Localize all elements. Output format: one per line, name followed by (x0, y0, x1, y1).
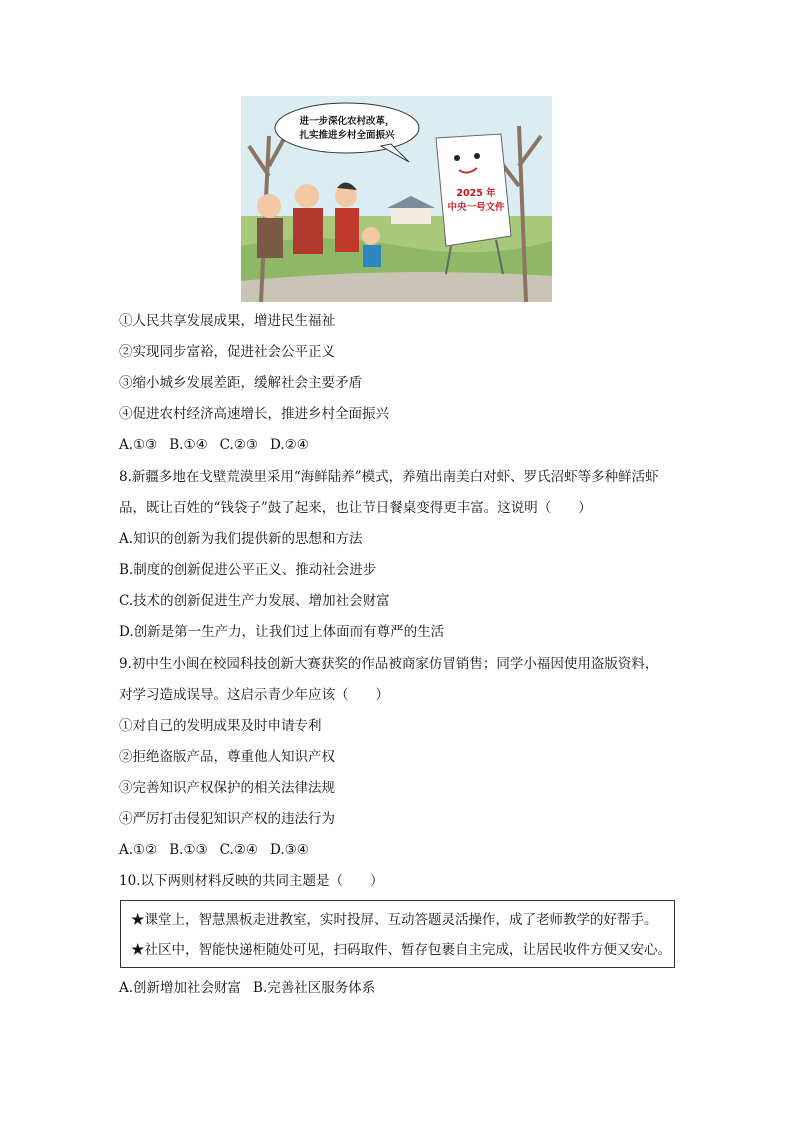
q9-item-2: ②拒绝盗版产品，尊重他人知识产权 (119, 749, 335, 765)
q7-options (119, 436, 321, 454)
q7-item-1: ①人民共享发展成果，增进民生福祉 (119, 313, 335, 329)
q9-options (119, 841, 321, 859)
q9-item-3: ③完善知识产权保护的相关法律法规 (119, 780, 335, 796)
q8-stem-line-2: 品，既让百姓的“钱袋子”鼓了起来，也让节日餐桌变得更丰富。这说明（ ） (119, 500, 592, 516)
q9-stem-line-2: 对学习造成误导。这启示青少年应该（ ） (119, 687, 389, 703)
q10-option-b[interactable]: B.完善社区服务体系 (253, 980, 376, 996)
q9-item-4: ④严厉打击侵犯知识产权的违法行为 (119, 811, 335, 827)
q8-option-b[interactable]: B.制度的创新促进公平正义、推动社会进步 (119, 562, 377, 578)
doc-year: 2025 年 (456, 188, 496, 199)
q8-stem-line-1: 8.新疆多地在戈壁荒漠里采用“海鲜陆养”模式，养殖出南美白对虾、罗氏沼虾等多种鲜活虾 (119, 469, 659, 485)
q10-stem: 10.以下两则材料反映的共同主题是（ ） (119, 873, 384, 889)
q7-item-3: ③缩小城乡发展差距，缓解社会主要矛盾 (119, 375, 362, 391)
q9-option-d[interactable]: D.③④ (270, 842, 309, 858)
q9-option-b[interactable]: B.①③ (169, 842, 208, 858)
q10-option-a[interactable]: A.创新增加社会财富 (119, 980, 242, 996)
q10-material-1: ★课堂上，智慧黑板走进教室，实时投屏、互动答题灵活操作，成了老师教学的好帮手。 (131, 912, 658, 928)
q10-material-box (120, 900, 675, 968)
q7-item-4: ④促进农村经济高速增长，推进乡村全面振兴 (119, 406, 389, 422)
q8-option-a[interactable]: A.知识的创新为我们提供新的思想和方法 (119, 531, 363, 547)
q8-option-d[interactable]: D.创新是第一生产力，让我们过上体面而有尊严的生活 (119, 624, 445, 640)
q8-option-c[interactable]: C.技术的创新促进生产力发展、增加社会财富 (119, 593, 390, 609)
bubble-line-2: 扎实推进乡村全面振兴 (299, 130, 395, 141)
rural-revitalization-cartoon (241, 96, 552, 302)
bubble-line-1: 进一步深化农村改革， (299, 116, 395, 127)
q10-options (119, 979, 387, 997)
q9-stem-line-1: 9.初中生小闽在校园科技创新大赛获奖的作品被商家仿冒销售；同学小福因使用盗版资料， (119, 656, 659, 672)
q7-option-b[interactable]: B.①④ (169, 437, 208, 453)
q7-option-a[interactable]: A.①③ (119, 437, 158, 453)
q10-material-2: ★社区中，智能快递柜随处可见，扫码取件、暂存包裹自主完成，让居民收件方便又安心。 (131, 942, 671, 958)
q7-item-2: ②实现同步富裕，促进社会公平正义 (119, 344, 335, 360)
q9-item-1: ①对自己的发明成果及时申请专利 (119, 718, 322, 734)
q9-option-c[interactable]: C.②④ (219, 842, 259, 858)
q7-option-d[interactable]: D.②④ (270, 437, 309, 453)
doc-title: 中央一号文件 (447, 202, 505, 213)
q9-option-a[interactable]: A.①② (119, 842, 158, 858)
q7-option-c[interactable]: C.②③ (219, 437, 259, 453)
